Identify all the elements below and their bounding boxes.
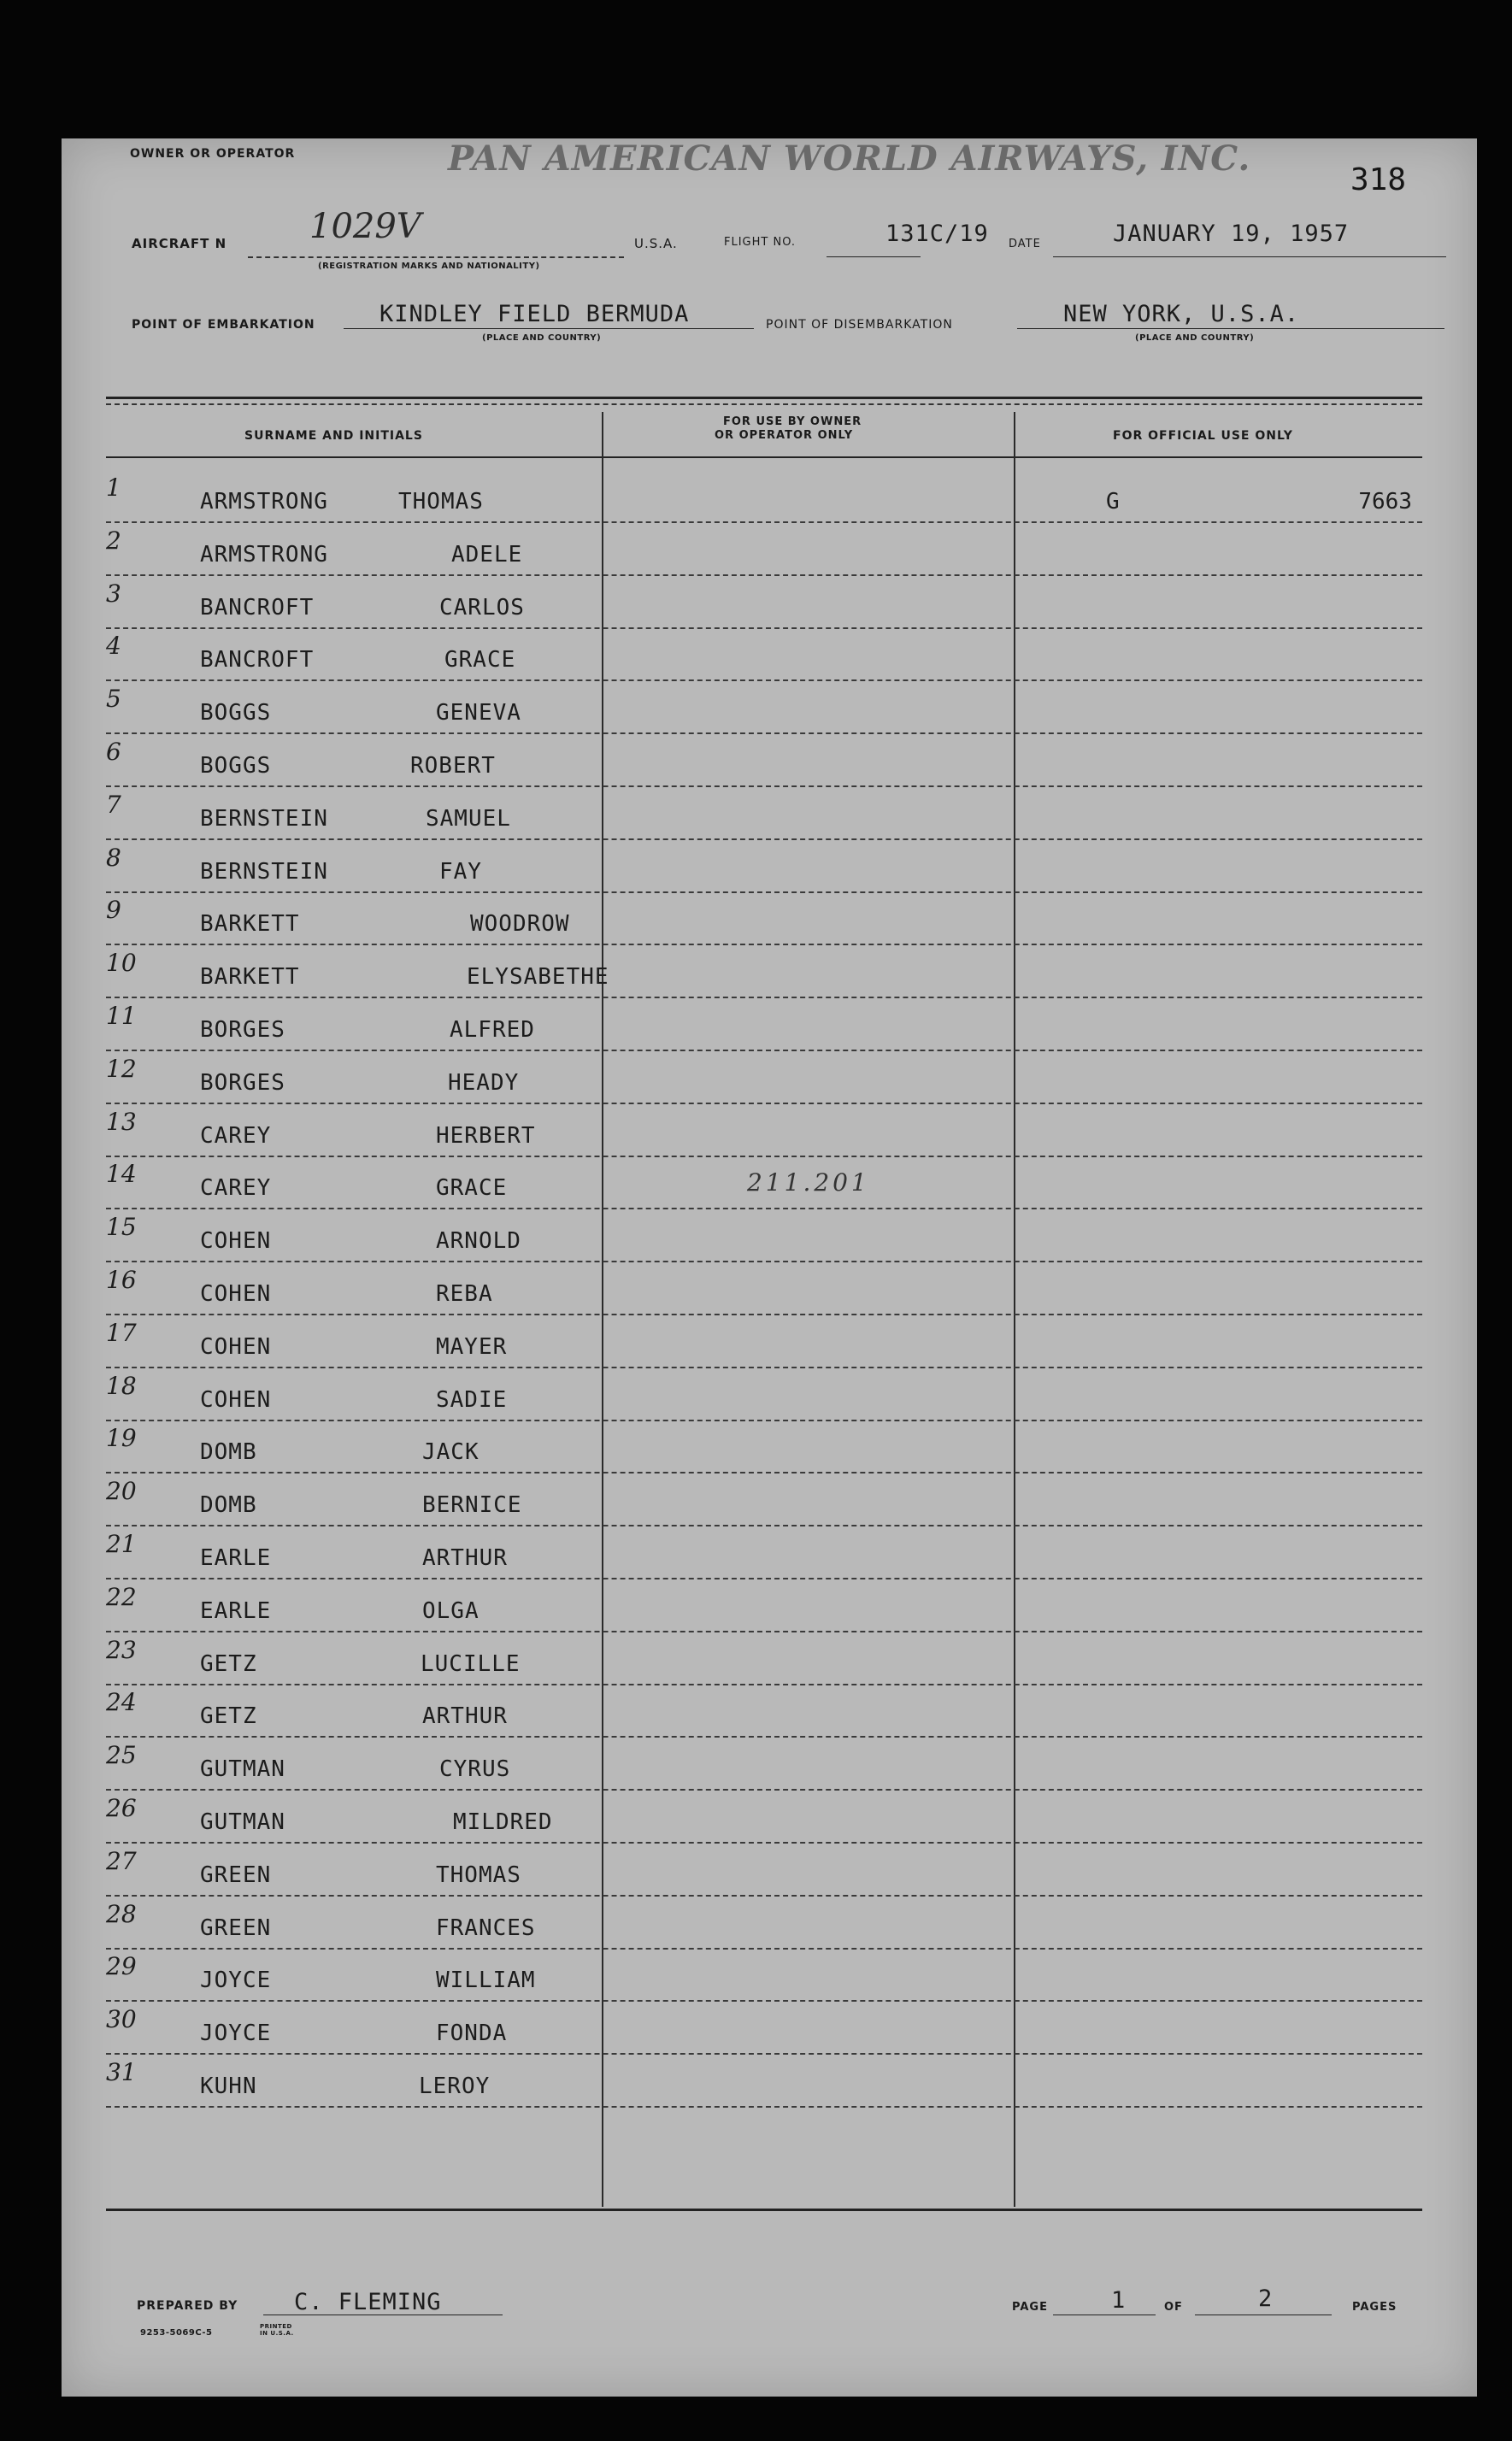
passenger-given-name: MAYER [436,1333,508,1360]
passenger-surname: DOMB [200,1492,257,1519]
passenger-given-name: REBA [436,1281,493,1307]
row-number: 6 [106,738,121,766]
passenger-given-name: MILDRED [453,1809,553,1835]
passenger-given-name: WOODROW [470,911,570,938]
table-row [106,1844,1422,1897]
aircraft-rule [248,256,624,258]
row-number: 31 [106,2058,137,2086]
total-pages: 2 [1258,2285,1274,2312]
printed-note: PRINTED IN U.S.A. [260,2323,294,2337]
passenger-given-name: SAMUEL [426,805,511,832]
table-row [106,892,1422,945]
passenger-given-name: HERBERT [436,1122,536,1149]
page-label: PAGE [1012,2301,1048,2314]
table-row [106,1156,1422,1209]
passenger-given-name: ADELE [451,541,523,568]
table-row [106,1473,1422,1526]
table-row [106,1420,1422,1473]
passenger-given-name: FRANCES [436,1915,536,1941]
passenger-surname: BORGES [200,1017,285,1043]
table-row [106,998,1422,1051]
usa-label: U.S.A. [634,236,678,251]
passenger-surname: BARKETT [200,911,300,938]
table-row [106,840,1422,893]
row-number: 29 [106,1952,137,1981]
row-number: 12 [106,1054,137,1083]
table-row [106,2055,1422,2108]
passenger-surname: BARKETT [200,964,300,991]
table-row [106,681,1422,734]
page-value: 1 [1111,2287,1127,2314]
col-owner-header-1: FOR USE BY OWNER [723,415,862,428]
date-label: DATE [1009,238,1041,250]
passenger-surname: CAREY [200,1122,272,1149]
table-row [106,1051,1422,1104]
embark-label: POINT OF EMBARKATION [132,318,315,332]
table-row [106,1368,1422,1421]
row-number: 25 [106,1741,137,1770]
passenger-surname: COHEN [200,1281,272,1307]
row-number: 18 [106,1371,137,1400]
table-row [106,1897,1422,1950]
passenger-given-name: JACK [422,1439,479,1466]
passenger-surname: BOGGS [200,753,272,779]
passenger-surname: GETZ [200,1650,257,1677]
passenger-surname: KUHN [200,2073,257,2099]
prepared-label: PREPARED BY [137,2299,238,2313]
table-row [106,1949,1422,2002]
row-number: 11 [106,1002,137,1030]
table-top-rule [106,397,1422,399]
row-number: 28 [106,1899,137,1928]
official-number: 7663 [1358,489,1412,515]
passenger-surname: BANCROFT [200,647,315,673]
row-number: 4 [106,632,121,661]
table-row [106,1526,1422,1579]
table-row [106,576,1422,629]
row-number: 9 [106,896,121,925]
passenger-given-name: ARNOLD [436,1228,521,1255]
table-row [106,1579,1422,1632]
manifest-page [62,138,1477,2397]
row-number: 2 [106,526,121,555]
prepared-by: C. FLEMING [294,2289,442,2315]
row-number: 14 [106,1160,137,1189]
row-number: 30 [106,2005,137,2034]
col-official-header: FOR OFFICIAL USE ONLY [1113,429,1293,443]
passenger-surname: COHEN [200,1333,272,1360]
embark-sub: (PLACE AND COUNTRY) [482,333,602,343]
airline-stamp: PAN AMERICAN WORLD AIRWAYS, INC. [448,138,1251,179]
row-number: 8 [106,843,121,872]
col-owner-header-2: OR OPERATOR ONLY [715,429,854,442]
passenger-surname: GUTMAN [200,1809,285,1835]
passenger-surname: EARLE [200,1545,272,1571]
passenger-surname: JOYCE [200,1968,272,1994]
row-number: 20 [106,1477,137,1506]
passenger-surname: BORGES [200,1069,285,1096]
table-row [106,1104,1422,1157]
passenger-surname: EARLE [200,1597,272,1624]
row-rule [106,2106,1422,2108]
table-row [106,1791,1422,1844]
passenger-given-name: THOMAS [436,1862,521,1888]
disembark-rule [1017,328,1444,329]
disembark-value: NEW YORK, U.S.A. [1063,301,1300,327]
aircraft-label: AIRCRAFT N [132,236,227,251]
passenger-surname: DOMB [200,1439,257,1466]
passenger-surname: GUTMAN [200,1756,285,1783]
form-code: 9253-5069C-5 [140,2328,213,2338]
owner-label: OWNER OR OPERATOR [130,147,296,161]
table-row [106,1315,1422,1368]
row-number: 24 [106,1688,137,1717]
passenger-given-name: ARTHUR [422,1545,508,1571]
passenger-given-name: LEROY [419,2073,491,2099]
row-number: 17 [106,1318,137,1347]
embark-value: KINDLEY FIELD BERMUDA [379,301,690,327]
row-number: 27 [106,1846,137,1875]
table-row [106,1685,1422,1738]
row-number: 5 [106,685,121,714]
passenger-given-name: ELYSABETHE [467,964,609,991]
passenger-given-name: FONDA [436,2020,508,2047]
pages-label: PAGES [1352,2301,1397,2314]
flight-rule [827,256,921,257]
passenger-given-name: HEADY [448,1069,520,1096]
passenger-surname: BERNSTEIN [200,858,328,885]
passenger-given-name: GRACE [444,647,516,673]
page-number: 318 [1350,162,1407,197]
table-row [106,628,1422,681]
table-row [106,1738,1422,1791]
owner-note: 211.201 [747,1168,870,1197]
disembark-sub: (PLACE AND COUNTRY) [1135,333,1255,343]
passenger-given-name: ARTHUR [422,1703,508,1730]
passenger-surname: BANCROFT [200,594,315,621]
row-number: 3 [106,579,121,608]
table-row [106,1262,1422,1315]
official-code: G [1106,489,1120,515]
flight-label: FLIGHT NO. [724,236,797,249]
row-number: 13 [106,1107,137,1136]
passenger-surname: COHEN [200,1228,272,1255]
passenger-given-name: CARLOS [439,594,525,621]
passenger-given-name: GENEVA [436,700,521,726]
embark-rule [344,328,754,329]
row-number: 1 [106,473,121,502]
row-number: 10 [106,949,137,978]
date-rule [1053,256,1446,257]
passenger-given-name: CYRUS [439,1756,511,1783]
table-row [106,1632,1422,1685]
passenger-surname: GREEN [200,1862,272,1888]
passenger-surname: JOYCE [200,2020,272,2047]
passenger-given-name: BERNICE [422,1492,522,1519]
passenger-given-name: ALFRED [450,1017,535,1043]
row-number: 22 [106,1582,137,1611]
passenger-given-name: OLGA [422,1597,479,1624]
passenger-given-name: LUCILLE [421,1650,521,1677]
row-number: 26 [106,1794,137,1822]
row-number: 21 [106,1530,137,1558]
passenger-surname: GREEN [200,1915,272,1941]
table-header-rule [106,456,1422,458]
passenger-given-name: GRACE [436,1175,508,1202]
table-row [106,523,1422,576]
disembark-label: POINT OF DISEMBARKATION [766,318,953,332]
passenger-given-name: FAY [439,858,482,885]
date-value: JANUARY 19, 1957 [1113,221,1350,247]
passenger-given-name: ROBERT [410,753,496,779]
passenger-surname: ARMSTRONG [200,541,328,568]
table-row [106,2002,1422,2055]
table-row [106,470,1422,523]
of-label: OF [1164,2301,1183,2314]
passenger-surname: CAREY [200,1175,272,1202]
passenger-surname: COHEN [200,1386,272,1413]
row-number: 16 [106,1266,137,1294]
table-row [106,945,1422,998]
flight-number: 131C/19 [885,221,989,247]
row-number: 23 [106,1635,137,1664]
row-number: 15 [106,1213,137,1242]
passenger-given-name: SADIE [436,1386,508,1413]
table-row [106,734,1422,787]
table-row [106,1209,1422,1262]
passenger-surname: BERNSTEIN [200,805,328,832]
passenger-surname: BOGGS [200,700,272,726]
col-surname-header: SURNAME AND INITIALS [244,429,423,443]
aircraft-number: 1029V [309,207,421,246]
row-number: 7 [106,790,121,819]
passenger-surname: GETZ [200,1703,257,1730]
table-bottom-rule [106,2209,1422,2211]
passenger-given-name: THOMAS [398,489,484,515]
passenger-surname: ARMSTRONG [200,489,328,515]
passenger-given-name: WILLIAM [436,1968,536,1994]
row-number: 19 [106,1424,137,1453]
aircraft-sub: (REGISTRATION MARKS AND NATIONALITY) [318,262,540,271]
table-row [106,787,1422,840]
table-top-rule-2 [106,403,1422,405]
